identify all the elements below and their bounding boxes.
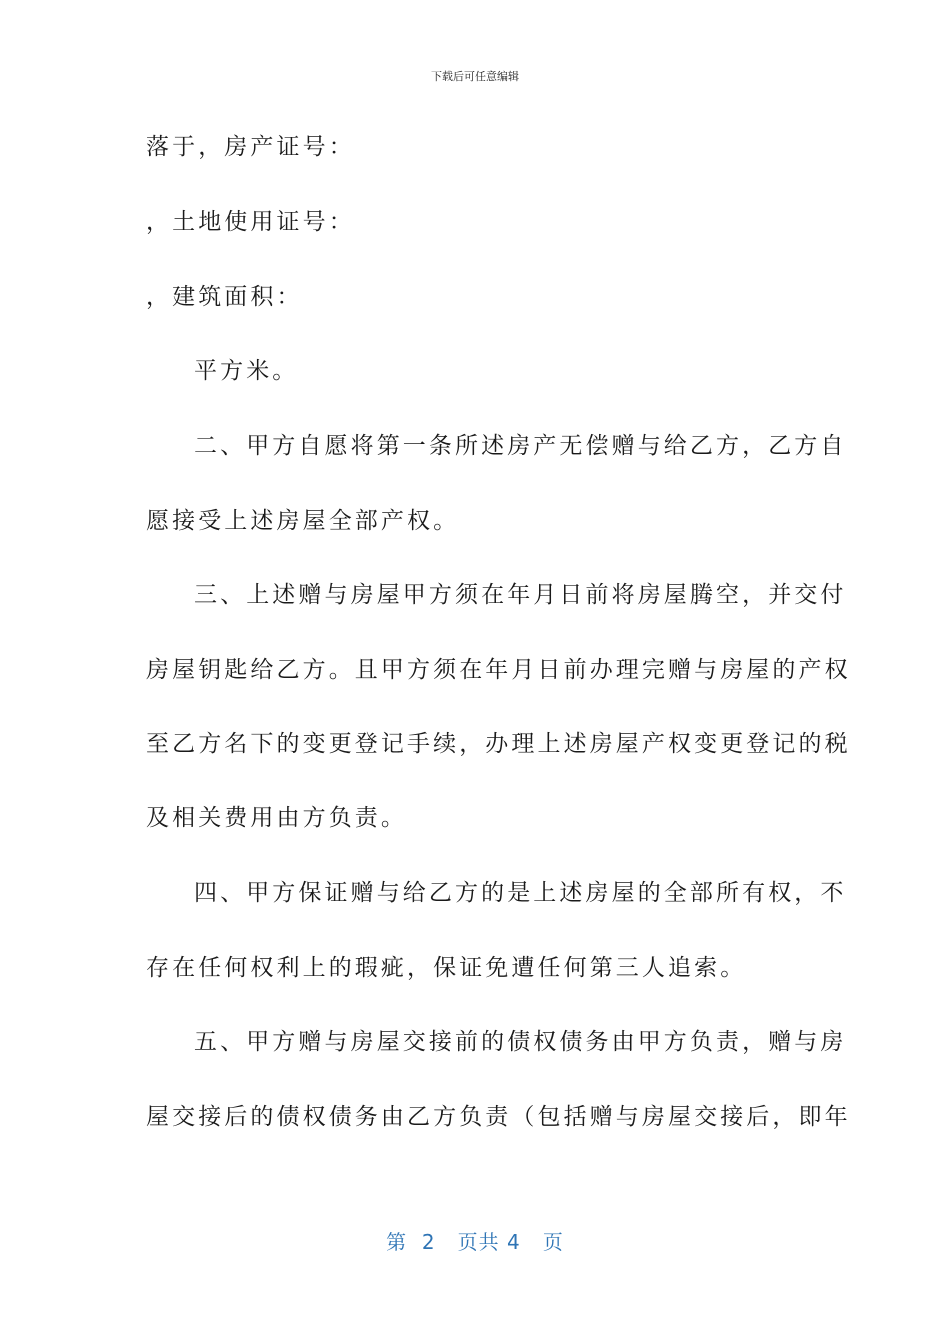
text-line: ，土地使用证号：: [146, 209, 355, 235]
text-line: 平方米。: [194, 358, 299, 384]
paragraph-line: 三、上述赠与房屋甲方须在年月日前将房屋腾空，并交付: [194, 582, 847, 608]
paragraph-line: 愿接受上述房屋全部产权。: [146, 508, 460, 534]
paragraph-line: 至乙方名下的变更登记手续，办理上述房屋产权变更登记的税: [146, 731, 851, 757]
text-line: 落于，房产证号：: [146, 134, 355, 160]
paragraph-line: 及相关费用由方负责。: [146, 805, 407, 831]
paragraph-line: 五、甲方赠与房屋交接前的债权债务由甲方负责，赠与房: [194, 1029, 847, 1055]
paragraph-line: 房屋钥匙给乙方。且甲方须在年月日前办理完赠与房屋的产权: [146, 657, 851, 683]
text-line: ，建筑面积：: [146, 284, 303, 310]
paragraph-line: 二、甲方自愿将第一条所述房产无偿赠与给乙方，乙方自: [194, 433, 847, 459]
paragraph-line: 屋交接后的债权债务由乙方负责（包括赠与房屋交接后，即年: [146, 1104, 851, 1130]
page-number-footer: 第 2 页共 4 页: [386, 1230, 564, 1254]
header-note: 下载后可任意编辑: [431, 70, 519, 83]
paragraph-line: 四、甲方保证赠与给乙方的是上述房屋的全部所有权，不: [194, 880, 847, 906]
paragraph-line: 存在任何权利上的瑕疵，保证免遭任何第三人追索。: [146, 955, 747, 981]
